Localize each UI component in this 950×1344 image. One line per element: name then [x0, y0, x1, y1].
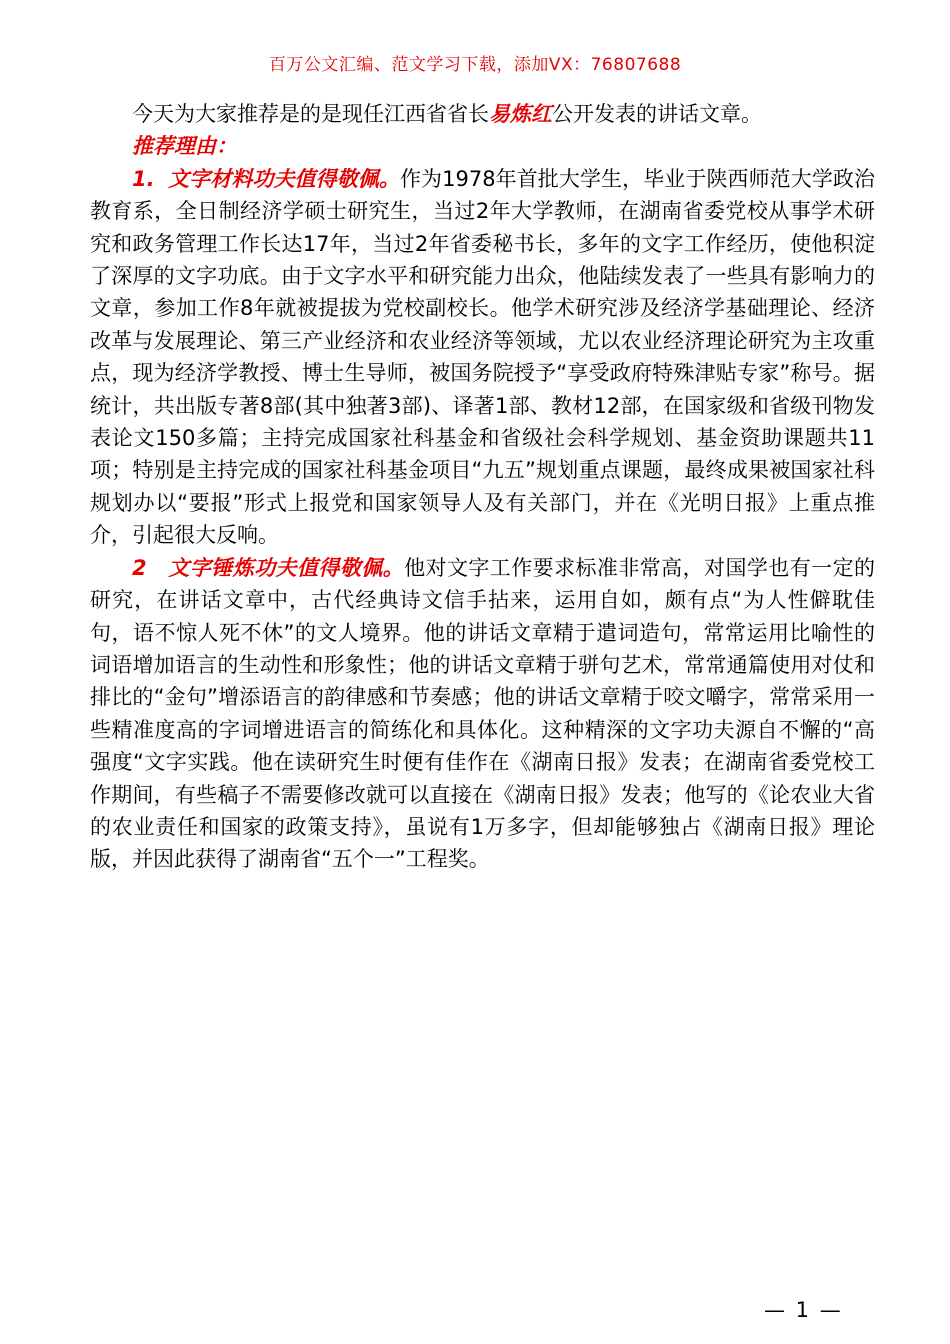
intro-text-before: 今天为大家推荐是的是现任江西省省长 [132, 102, 489, 126]
point-body: 作为1978年首批大学生，毕业于陕西师范大学政治教育系，全日制经济学硕士研究生，当过2年大学教师，在湖南省委党校从事学术研究和政务管理工作长达17年，当过2年省委秘书长，多年的文字工作经历，使他积淀了深厚的文字功底。由于文字水平和研究能力出众，他陆续发表了一些具有影响力的文章，参加工作8年就被提拔为党校副校长。他学术研究涉及经济学基础理论、经济改革与发展理论、第三产业经济和农业经济等领域，尤以农业经济理论研究为主攻重点，现为经济学教授、博士生导师，被国务院授予“享受政府特殊津贴专家”称号。据统计，共出版专著8部(其中独著3部)、译著1部、教材12部，在国家级和省级刊物发表论文150多篇；主持完成国家社科基金和省级社会科学规划、基金资助课题共11项；特别是主持完成的国家社科基金项目“九五”规划重点课题，最终成果被国家社科规划办以“要报”形式上报党和国家领导人及有关部门，并在《光明日报》上重点推介，引起很大反响。 [90, 166, 876, 548]
highlighted-name: 易炼红 [489, 102, 552, 126]
point-number: 2 [132, 555, 147, 580]
reasons-heading-paragraph [90, 130, 875, 162]
point-number: 1. [132, 166, 155, 191]
intro-paragraph [90, 98, 875, 130]
document-body [90, 98, 875, 876]
page-number: — 1 — [764, 1298, 843, 1322]
intro-text-after: 公开发表的讲话文章。 [552, 102, 762, 126]
point-paragraph-1 [90, 163, 875, 552]
point-title: 文字材料功夫值得敬佩。 [168, 166, 400, 191]
point-body: 他对文字工作要求标准非常高，对国学也有一定的研究，在讲话文章中，古代经典诗文信手拈来，运用自如，颇有点“为人性僻耽佳句，语不惊人死不休”的文人境界。他的讲话文章精于遣词造句，常常运用比喻性的词语增加语言的生动性和形象性；他的讲话文章精于骈句艺术，常常通篇使用对仗和排比的“金句”增添语言的韵律感和节奏感；他的讲话文章精于咬文嚼字，常常采用一些精准度高的字词增进语言的简练化和具体化。这种精深的文字功夫源自不懈的“高强度“文字实践。他在读研究生时便有佳作在《湖南日报》发表；在湖南省委党校工作期间，有些稿子不需要修改就可以直接在《湖南日报》发表；他写的《论农业大省的农业责任和国家的政策支持》，虽说有1万多字，但却能够独占《湖南日报》理论版，并因此获得了湖南省“五个一”工程奖。 [90, 555, 876, 872]
reasons-heading: 推荐理由： [132, 134, 237, 159]
header-banner: 百万公文汇编、范文学习下载，添加VX：76807688 [268, 55, 682, 75]
point-title: 文字锤炼功夫值得敬佩。 [168, 555, 405, 580]
point-paragraph-2 [90, 552, 875, 876]
